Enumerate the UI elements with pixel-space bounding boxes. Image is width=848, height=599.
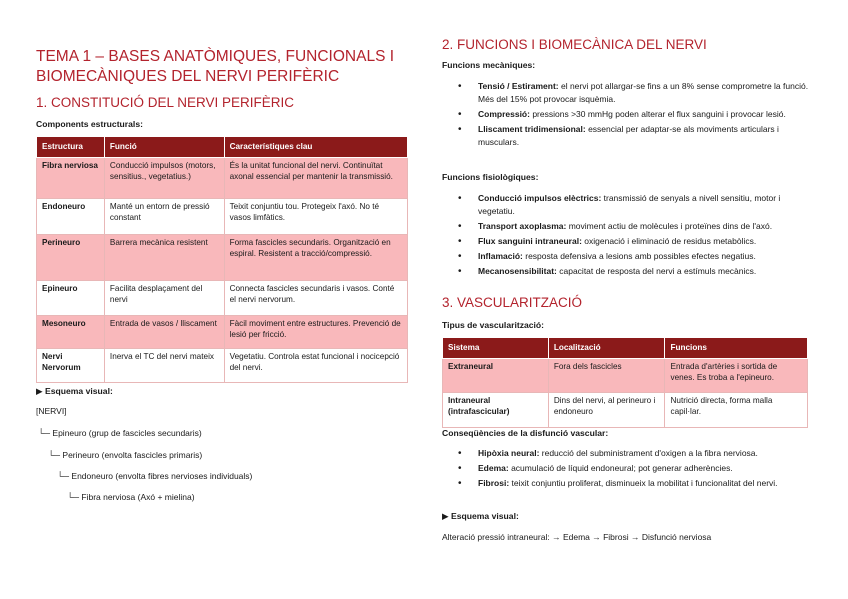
phys-label: Funcions fisiològiques: — [442, 172, 539, 182]
header-functions: Funcions — [665, 338, 808, 359]
section-1-heading: 1. CONSTITUCIÓ DEL NERVI PERIFÈRIC — [36, 95, 295, 110]
cell-features: Vegetatiu. Controla estat funcional i nocicepció del nervi. — [224, 349, 407, 383]
phys-list — [442, 192, 814, 280]
item-text: pressions >30 mmHg poden alterar el flux sanguini i provocar lesió. — [529, 109, 786, 119]
item-text: essencial per adaptar-se als moviments articulars i musculars. — [478, 124, 779, 147]
table-row — [37, 199, 408, 235]
item-text: teixit conjuntiu proliferat, disminueix la mobilitat i funcionalitat del nervi. — [509, 478, 778, 488]
cell-features: És la unitat funcional del nervi. Continuïtat axonal essencial per mantenir la transmissió. — [224, 158, 407, 199]
table-row — [37, 349, 408, 383]
cell-function: Manté un entorn de pressió constant — [104, 199, 224, 235]
cell-features: Connecta fascicles secundaris i vasos. Conté el nervi nervorum. — [224, 281, 407, 316]
tree-perineuro: └─ Perineuro (envolta fascicles primaris) — [48, 450, 203, 460]
item-term: Fibrosi: — [478, 478, 510, 488]
table-row — [37, 235, 408, 281]
table-header-row — [37, 137, 408, 158]
components-table — [36, 136, 408, 383]
cell-features: Forma fascicles secundaris. Organització en espiral. Resistent a tracció/compressió. — [224, 235, 407, 281]
cell-system: Extraneural — [443, 359, 549, 393]
list-item — [442, 235, 814, 248]
cell-structure: Mesoneuro — [37, 316, 105, 349]
cell-structure: Epineuro — [37, 281, 105, 316]
header-features: Característiques clau — [224, 137, 407, 158]
list-item — [442, 220, 814, 233]
components-label: Components estructurals: — [36, 119, 143, 129]
cell-function: Entrada de vasos / lliscament — [104, 316, 224, 349]
cell-function: Facilita desplaçament del nervi — [104, 281, 224, 316]
item-text: oxigenació i eliminació de residus metabòlics. — [581, 236, 757, 246]
mech-list — [442, 80, 814, 151]
list-item — [442, 108, 814, 121]
item-term: Compressió: — [478, 109, 530, 119]
list-item — [442, 477, 814, 490]
item-term: Lliscament tridimensional: — [478, 124, 586, 134]
section-3-heading: 3. VASCULARITZACIÓ — [442, 295, 583, 310]
document-title-line1: TEMA 1 – BASES ANATÒMIQUES, FUNCIONALS I — [36, 48, 395, 65]
item-term: Tensió / Estirament: — [478, 81, 559, 91]
cell-features: Fàcil moviment entre estructures. Prevenció de lesió per fricció. — [224, 316, 407, 349]
header-structure: Estructura — [37, 137, 105, 158]
item-text: reducció del subministrament d'oxigen a la fibra nerviosa. — [539, 448, 758, 458]
item-text: acumulació de líquid endoneural; pot generar adherències. — [508, 463, 733, 473]
cell-system: Intraneural (intrafascicular) — [443, 393, 549, 428]
header-location: Localització — [548, 338, 665, 359]
list-item — [442, 123, 814, 149]
tree-root: [NERVI] — [36, 406, 67, 416]
conseq-label: Conseqüències de la disfunció vascular: — [442, 428, 609, 438]
cell-structure: Perineuro — [37, 235, 105, 281]
tree-endoneuro: └─ Endoneuro (envolta fibres nervioses individuals) — [57, 471, 253, 481]
cell-structure: Nervi Nervorum — [37, 349, 105, 383]
conseq-list — [442, 447, 814, 492]
table-row — [443, 393, 808, 428]
table-header-row — [443, 338, 808, 359]
tree-epineuro: └─ Epineuro (grup de fascicles secundaris) — [38, 428, 202, 438]
section-2-heading: 2. FUNCIONS I BIOMECÀNICA DEL NERVI — [442, 37, 707, 52]
list-item — [442, 462, 814, 475]
list-item — [442, 250, 814, 263]
header-system: Sistema — [443, 338, 549, 359]
list-item — [442, 192, 814, 218]
item-term: Hipòxia neural: — [478, 448, 540, 458]
cell-functions: Entrada d'artèries i sortida de venes. Es troba a l'epineuro. — [665, 359, 808, 393]
cell-function: Barrera mecànica resistent — [104, 235, 224, 281]
item-term: Flux sanguini intraneural: — [478, 236, 582, 246]
schema-label-left: ▶ Esquema visual: — [36, 386, 113, 396]
table-row — [37, 316, 408, 349]
item-term: Edema: — [478, 463, 509, 473]
item-term: Inflamació: — [478, 251, 523, 261]
cell-location: Fora dels fascicles — [548, 359, 665, 393]
vasc-table — [442, 337, 808, 428]
mech-label: Funcions mecàniques: — [442, 60, 536, 70]
tree-fiber: └─ Fibra nerviosa (Axó + mielina) — [67, 492, 195, 502]
schema-flow: Alteració pressió intraneural: → Edema → Fibrosi → Disfunció nerviosa — [442, 532, 712, 542]
schema-label-right: ▶ Esquema visual: — [442, 511, 519, 521]
cell-features: Teixit conjuntiu tou. Protegeix l'axó. No té vasos limfàtics. — [224, 199, 407, 235]
item-term: Conducció impulsos elèctrics: — [478, 193, 602, 203]
document-title-line2: BIOMECÀNIQUES DEL NERVI PERIFÈRIC — [36, 68, 340, 85]
table-row — [37, 281, 408, 316]
list-item — [442, 447, 814, 460]
table-row — [443, 359, 808, 393]
item-term: Transport axoplasma: — [478, 221, 567, 231]
header-function: Funció — [104, 137, 224, 158]
item-text: resposta defensiva a lesions amb possibles efectes negatius. — [522, 251, 756, 261]
item-text: transmissió de senyals a nivell sensitiu, motor i vegetatiu. — [478, 193, 781, 216]
item-term: Mecanosensibilitat: — [478, 266, 557, 276]
list-item — [442, 80, 814, 106]
cell-function: Conducció impulsos (motors, sensitius., vegetatius.) — [104, 158, 224, 199]
cell-structure: Fibra nerviosa — [37, 158, 105, 199]
cell-structure: Endoneuro — [37, 199, 105, 235]
list-item — [442, 265, 814, 278]
vasc-label: Tipus de vascularització: — [442, 320, 545, 330]
item-text: moviment actiu de molècules i proteïnes dins de l'axó. — [566, 221, 773, 231]
item-text: capacitat de resposta del nervi a estímuls mecànics. — [556, 266, 757, 276]
cell-functions: Nutrició directa, forma malla capil·lar. — [665, 393, 808, 428]
cell-location: Dins del nervi, al perineuro i endoneuro — [548, 393, 665, 428]
cell-function: Inerva el TC del nervi mateix — [104, 349, 224, 383]
item-text: el nervi pot allargar-se fins a un 8% sense comprometre la funció. Més del 15% pot provocar isquèmia. — [478, 81, 809, 104]
table-row — [37, 158, 408, 199]
